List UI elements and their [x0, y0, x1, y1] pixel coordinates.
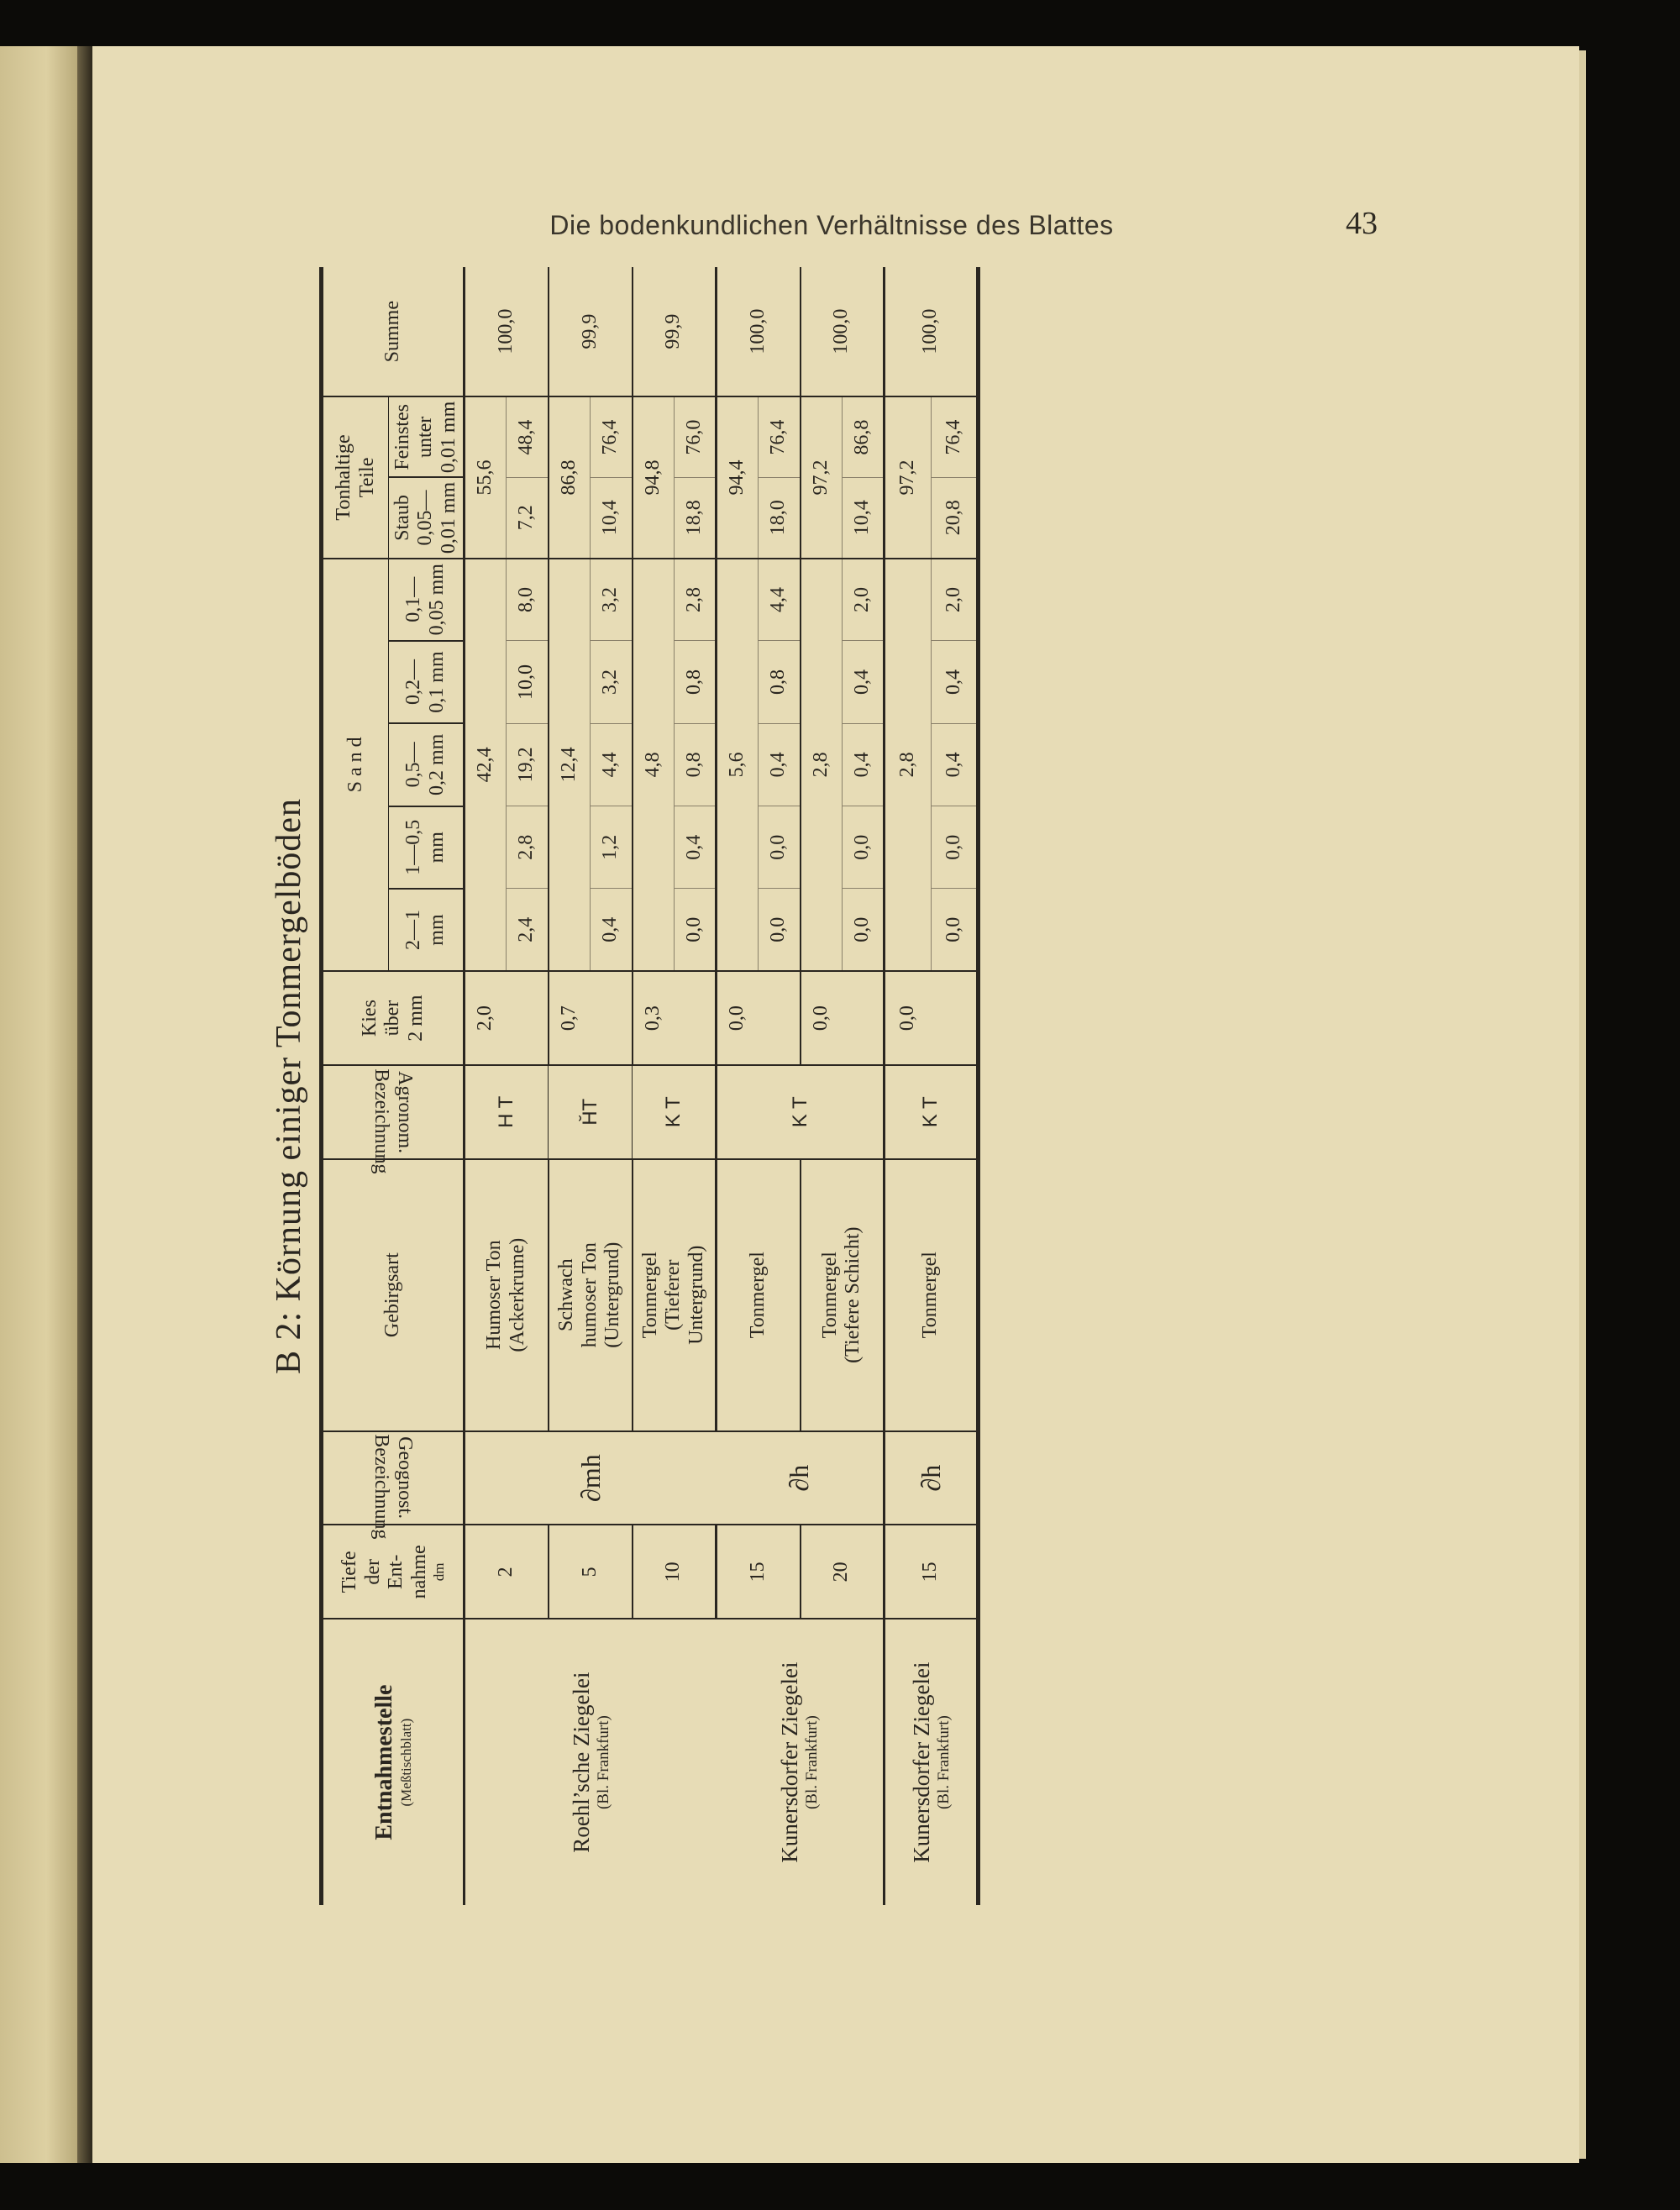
header-ton-line: 0,01 mm: [437, 481, 459, 554]
header-sand-line: 0,2—: [402, 659, 425, 706]
ton-value: 86,8: [843, 396, 885, 477]
kies-cell: 0,7: [549, 971, 591, 1065]
sand-value: 10,0: [507, 641, 549, 723]
kies-empty: [759, 971, 801, 1065]
grain-size-table: [319, 267, 980, 1905]
kies-empty: [675, 971, 717, 1065]
gebirgsart-cell: [549, 1159, 633, 1431]
kies-empty: [507, 971, 549, 1065]
tiefe-cell: 2: [465, 1525, 549, 1619]
kies-cell: 0,3: [633, 971, 675, 1065]
geognost-cell: [885, 1431, 979, 1525]
sand-value: 0,0: [759, 889, 801, 971]
agronom-cell: K T: [717, 1065, 885, 1159]
gebirgsart-line: humoser Ton: [578, 1242, 601, 1348]
sand-value: 0,0: [675, 889, 717, 971]
geognost-cell: [465, 1431, 717, 1525]
tiefe-cell: 20: [801, 1525, 885, 1619]
sand-value: 0,4: [591, 889, 633, 971]
sand-value: 19,2: [507, 723, 549, 806]
geognost-symbol: ∂h: [784, 1464, 815, 1492]
header-sand-line: 0,1—: [402, 576, 425, 622]
sand-value: 2,8: [675, 559, 717, 641]
agronom-cell: H̆T: [549, 1065, 633, 1159]
header-tonhaltige: [322, 396, 389, 558]
ton-total-cell: 55,6: [465, 396, 507, 558]
header-tiefe-unit: dm: [431, 1562, 448, 1582]
agronom-cell: K T: [885, 1065, 979, 1159]
sand-value: 0,4: [843, 723, 885, 806]
tiefe-cell: 10: [633, 1525, 717, 1619]
sand-value: 3,2: [591, 641, 633, 723]
header-tiefe: [322, 1525, 465, 1619]
header-sand-line: mm: [426, 832, 448, 864]
header-ton-line: 0,05—: [414, 490, 437, 546]
header-tiefe-line: Tiefe: [339, 1551, 361, 1593]
agronom-cell: K T: [633, 1065, 717, 1159]
summe-cell: 99,9: [633, 267, 717, 396]
ton-value: 10,4: [843, 477, 885, 558]
ton-total-cell: 94,8: [633, 396, 675, 558]
sand-value: 0,4: [843, 641, 885, 723]
sand-value: 0,4: [932, 641, 979, 723]
header-kies-line: 2 mm: [404, 995, 427, 1042]
header-geognost-line: Bezeichnung: [371, 1434, 393, 1541]
kies-empty: [932, 971, 979, 1065]
header-sand-line: 0,05 mm: [426, 564, 448, 636]
table-title: B 2: Körnung einiger Tonmergelböden: [270, 797, 308, 1375]
header-sand-1-05: [389, 806, 465, 889]
sand-value: 0,8: [759, 641, 801, 723]
header-geognost: [322, 1431, 465, 1541]
kies-cell: 0,0: [717, 971, 759, 1065]
place-kunersdorf: [885, 1619, 979, 1905]
geognost-symbol: ∂mh: [575, 1454, 606, 1502]
kies-cell: 0,0: [801, 971, 843, 1065]
header-kies: [322, 971, 465, 1065]
sand-total-cell: 5,6: [717, 559, 759, 972]
header-sand-2-1: [389, 889, 465, 971]
sand-total-cell: 12,4: [549, 559, 591, 972]
sand-value: 8,0: [507, 559, 549, 641]
header-sand-line: 0,1 mm: [426, 651, 448, 713]
header-sand-05-02: [389, 723, 465, 806]
rotated-table-block: [269, 267, 1361, 1905]
place-sub: (Bl. Frankfurt): [934, 1715, 953, 1810]
header-geognost-line: Geognost.: [394, 1436, 417, 1520]
geognost-cell: [717, 1431, 885, 1525]
sand-value: 0,0: [843, 806, 885, 889]
ton-value: 18,8: [675, 477, 717, 558]
ton-value: 76,0: [675, 396, 717, 477]
header-sand-line: 0,2 mm: [426, 733, 448, 796]
sand-value: 0,4: [675, 806, 717, 889]
sand-value: 0,8: [675, 641, 717, 723]
summe-cell: 100,0: [885, 267, 979, 396]
ton-value: 76,4: [759, 396, 801, 477]
sand-total-cell: 42,4: [465, 559, 507, 972]
header-sand-02-01: [389, 641, 465, 723]
header-tiefe-line: nahme: [407, 1545, 430, 1599]
header-sand-01-005: [389, 559, 465, 641]
tiefe-cell: 15: [717, 1525, 801, 1619]
gebirgsart-line: Untergrund): [685, 1245, 708, 1345]
header-gebirgsart: Gebirgsart: [322, 1159, 465, 1431]
place-kunersdorf: [717, 1619, 885, 1905]
sand-total-cell: 2,8: [885, 559, 932, 972]
header-staub: [389, 477, 465, 558]
tiefe-cell: 15: [885, 1525, 979, 1619]
header-tiefe-line: Ent-: [385, 1554, 407, 1589]
header-entnahmestelle-label: Entnahmestelle: [371, 1684, 398, 1840]
ton-total-cell: 86,8: [549, 396, 591, 558]
header-ton-line: 0,01 mm: [437, 401, 459, 474]
sand-value: 0,8: [675, 723, 717, 806]
page-number: 43: [1346, 206, 1378, 241]
sand-value: 4,4: [759, 559, 801, 641]
sand-value: 0,0: [843, 889, 885, 971]
ton-value: 18,0: [759, 477, 801, 558]
gebirgsart-line: Tonmergel: [919, 1252, 942, 1339]
summe-cell: 100,0: [465, 267, 549, 396]
header-agronom-line: Bezeichnung: [371, 1068, 393, 1174]
gebirgsart-line: (Tiefere Schicht): [842, 1226, 864, 1363]
header-ton-line: Staub: [391, 495, 413, 541]
ton-total-cell: 94,4: [717, 396, 759, 558]
header-sand-line: 2—1: [402, 910, 425, 951]
header-tonhaltige-line: Teile: [355, 457, 378, 498]
ton-total-cell: 97,2: [801, 396, 843, 558]
header-kies-line: Kies: [358, 1000, 381, 1037]
gebirgsart-line: Tonmergel: [638, 1252, 661, 1339]
place-sub: (Bl. Frankfurt): [803, 1715, 822, 1810]
running-head: Die bodenkundlichen Verhältnisse des Blattes: [549, 210, 1114, 240]
header-sand-line: 1—0,5: [402, 819, 425, 875]
gebirgsart-line: Tonmergel: [746, 1252, 769, 1339]
sand-value: 0,0: [932, 889, 979, 971]
place-name: Kunersdorfer Ziegelei: [908, 1661, 934, 1863]
ton-value: 76,4: [932, 396, 979, 477]
sand-value: 3,2: [591, 559, 633, 641]
kies-cell: 0,0: [885, 971, 932, 1065]
summe-cell: 100,0: [717, 267, 801, 396]
sand-total-cell: 4,8: [633, 559, 675, 972]
kies-empty: [843, 971, 885, 1065]
sand-value: 0,4: [759, 723, 801, 806]
header-ton-line: Feinstes: [391, 404, 413, 470]
sand-value: 2,0: [843, 559, 885, 641]
summe-cell: 100,0: [801, 267, 885, 396]
gebirgsart-line: Tonmergel: [818, 1252, 841, 1339]
kies-cell: 2,0: [465, 971, 507, 1065]
geognost-symbol: ∂h: [915, 1464, 946, 1492]
sand-value: 0,0: [932, 806, 979, 889]
sand-value: 2,4: [507, 889, 549, 971]
sand-value: 2,8: [507, 806, 549, 889]
gebirgsart-line: (Tieferer: [662, 1259, 685, 1331]
header-summe: Summe: [322, 267, 465, 396]
tiefe-cell: 5: [549, 1525, 633, 1619]
header-sand-line: 0,5—: [402, 742, 425, 788]
header-kies-line: über: [381, 1000, 404, 1037]
header-feinstes: [389, 396, 465, 477]
sand-value: 4,4: [591, 723, 633, 806]
header-tonhaltige-line: Tonhaltige: [332, 434, 354, 521]
gebirgsart-cell: [717, 1159, 801, 1431]
header-entnahmestelle: [322, 1619, 465, 1905]
gebirgsart-line: Humoser Ton: [483, 1240, 506, 1350]
ton-value: 7,2: [507, 477, 549, 558]
header-agronom-line: Agronom.: [394, 1070, 417, 1153]
header-tiefe-line: der: [361, 1559, 384, 1585]
gebirgsart-line: (Ackerkrume): [506, 1237, 528, 1352]
gebirgsart-line: (Untergrund): [601, 1241, 624, 1348]
gebirgsart-cell: [465, 1159, 549, 1431]
ton-value: 48,4: [507, 396, 549, 477]
header-agronom: [322, 1065, 465, 1174]
sand-value: 0,0: [759, 806, 801, 889]
place-name: Kunersdorfer Ziegelei: [777, 1661, 803, 1863]
gebirgsart-cell: [885, 1159, 979, 1431]
gebirgsart-line: Schwach: [555, 1258, 578, 1332]
summe-cell: 99,9: [549, 267, 633, 396]
page-edge: [1579, 50, 1586, 2159]
kies-empty: [591, 971, 633, 1065]
ton-value: 10,4: [591, 477, 633, 558]
place-name: Roehl’sche Ziegelei: [568, 1672, 594, 1853]
header-sand: S a n d: [322, 559, 389, 972]
agronom-cell: H T: [465, 1065, 549, 1159]
place-roehl: [465, 1619, 717, 1905]
ton-value: 20,8: [932, 477, 979, 558]
header-entnahmestelle-sub: (Meßtischblatt): [398, 1718, 415, 1807]
header-ton-line: unter: [414, 416, 437, 459]
sand-value: 0,4: [932, 723, 979, 806]
gebirgsart-cell: [633, 1159, 717, 1431]
sand-value: 1,2: [591, 806, 633, 889]
sand-value: 2,0: [932, 559, 979, 641]
place-sub: (Bl. Frankfurt): [594, 1715, 612, 1810]
header-sand-line: mm: [426, 914, 448, 946]
gebirgsart-cell: [801, 1159, 885, 1431]
ton-total-cell: 97,2: [885, 396, 932, 558]
left-page-edge: [0, 46, 77, 2163]
ton-value: 76,4: [591, 396, 633, 477]
book-spine: [77, 46, 92, 2163]
sand-total-cell: 2,8: [801, 559, 843, 972]
